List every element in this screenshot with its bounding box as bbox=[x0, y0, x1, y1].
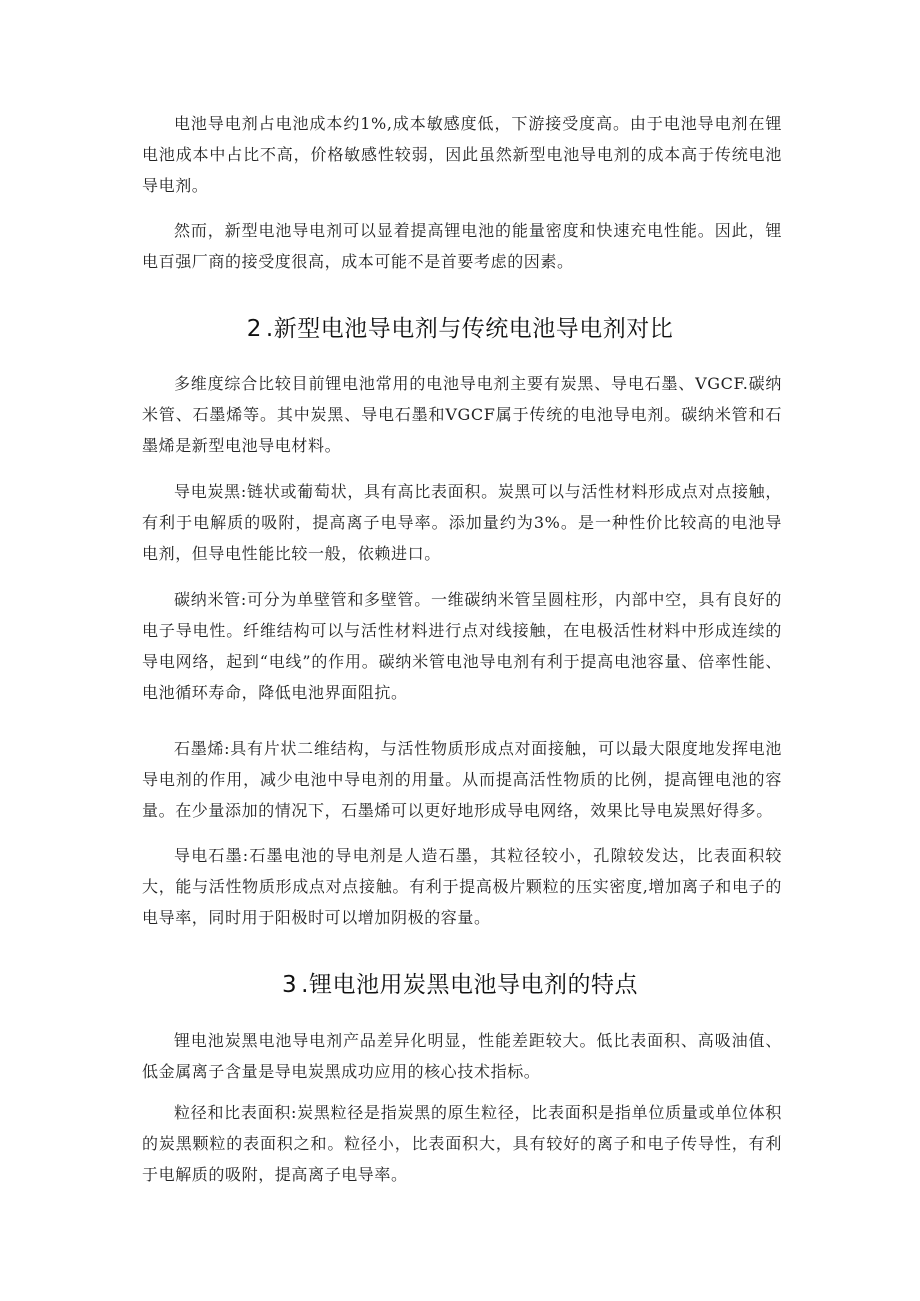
paragraph-graphene: 石墨烯:具有片状二维结构，与活性物质形成点对面接触，可以最大限度地发挥电池导电剂的作用，减少电池中导电剂的用量。从而提高活性物质的比例，提高锂电池的容量。在少量添加的情况下，石墨烯可以更好地形成导电网络，效果比导电炭黑好得多。 bbox=[142, 739, 782, 820]
paragraph-overview: 多维度综合比较目前锂电池常用的电池导电剂主要有炭黑、导电石墨、VGCF.碳纳米管、石墨烯等。其中炭黑、导电石墨和VGCF属于传统的电池导电剂。碳纳米管和石墨烯是新型电池导电材料。 bbox=[142, 374, 782, 455]
section-2-heading bbox=[0, 312, 920, 346]
paragraph-carbon-black-differentiation: 锂电池炭黑电池导电剂产品差异化明显，性能差距较大。低比表面积、高吸油值、低金属离子含量是导电炭黑成功应用的核心技术指标。 bbox=[142, 1031, 782, 1081]
paragraph-conductive-carbon-black: 导电炭黑:链状或葡萄状，具有高比表面积。炭黑可以与活性材料形成点对点接触，有利于电解质的吸附，提高离子电导率。添加量约为3%。是一种性价比较高的电池导电剂，但导电性能比较一般，依赖进口。 bbox=[142, 482, 782, 563]
section-2-number: 2 bbox=[246, 316, 262, 342]
section-3-title: .锂电池用炭黑电池导电剂的特点 bbox=[301, 972, 638, 998]
paragraph-conductive-graphite: 导电石墨:石墨电池的导电剂是人造石墨，其粒径较小，孔隙较发达，比表面积较大，能与活性物质形成点对点接触。有利于提高极片颗粒的压实密度,增加离子和电子的电导率，同时用于阳极时可以增加阴极的容量。 bbox=[142, 846, 782, 927]
paragraph-cost-sensitivity: 电池导电剂占电池成本约1%,成本敏感度低，下游接受度高。由于电池导电剂在锂电池成本中占比不高，价格敏感性较弱，因此虽然新型电池导电剂的成本高于传统电池导电剂。 bbox=[142, 114, 782, 195]
section-3-number: 3 bbox=[282, 972, 298, 998]
paragraph-particle-size-surface-area: 粒径和比表面积:炭黑粒径是指炭黑的原生粒径，比表面积是指单位质量或单位体积的炭黑颗粒的表面积之和。粒径小，比表面积大，具有较好的离子和电子传导性，有利于电解质的吸附，提高离子电导率。 bbox=[142, 1103, 782, 1184]
section-3-heading bbox=[0, 968, 920, 1002]
paragraph-acceptance: 然而，新型电池导电剂可以显着提高锂电池的能量密度和快速充电性能。因此，锂电百强厂商的接受度很高，成本可能不是首要考虑的因素。 bbox=[142, 221, 782, 271]
section-2-title: .新型电池导电剂与传统电池导电剂对比 bbox=[265, 316, 674, 342]
paragraph-carbon-nanotube: 碳纳米管:可分为单壁管和多壁管。一维碳纳米管呈圆柱形，内部中空，具有良好的电子导电性。纤维结构可以与活性材料进行点对线接触，在电极活性材料中形成连续的导电网络，起到“电线”的作用。碳纳米管电池导电剂有利于提高电池容量、倍率性能、电池循环寿命，降低电池界面阻抗。 bbox=[142, 590, 782, 702]
